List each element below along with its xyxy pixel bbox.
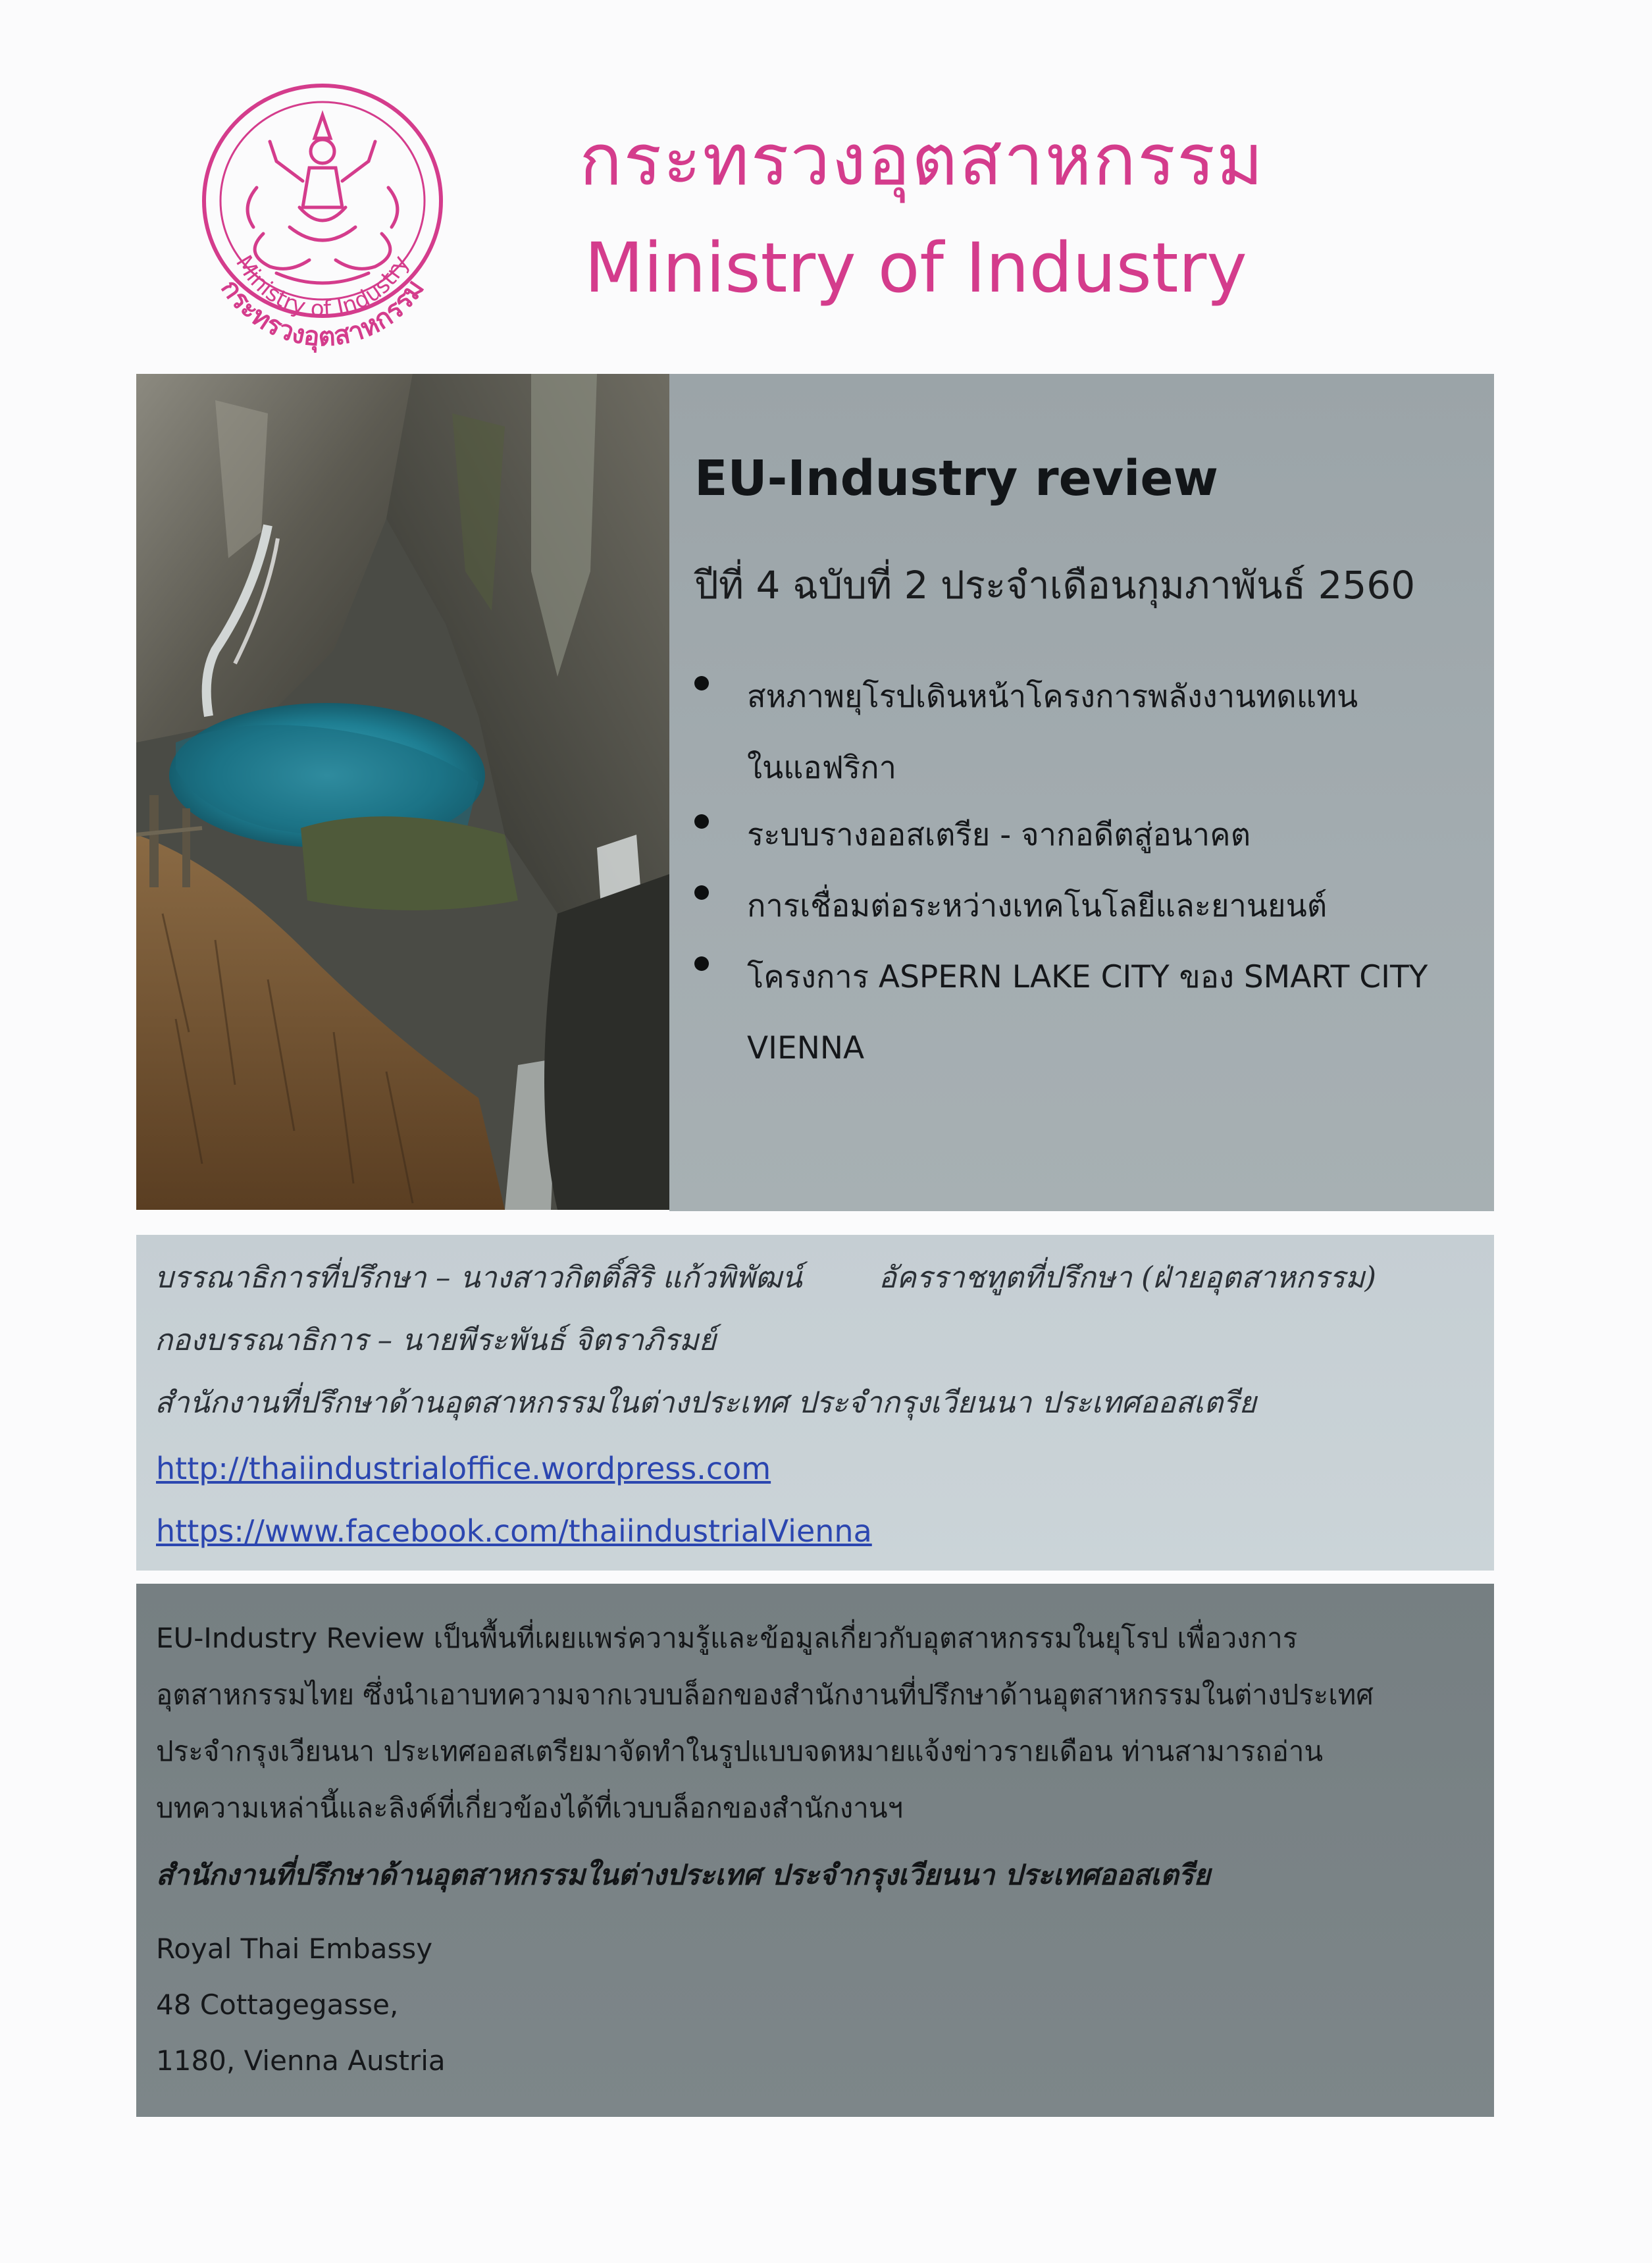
list-item xyxy=(694,942,1478,1084)
bullet-icon xyxy=(694,885,709,900)
editorial-editor: กองบรรณาธิการ – นายพีระพันธ์ จิตราภิรมย์ xyxy=(155,1322,716,1357)
about-line: อุตสาหกรรมไทย ซึ่งนำเอาบทความจากเวบบล็อกของสำนักงานที่ปรึกษาด้านอุตสาหกรรมในต่างประเทศ xyxy=(156,1678,1374,1711)
seal-text-en: Ministry of Industry xyxy=(230,251,415,323)
address-line: Royal Thai Embassy xyxy=(156,1933,433,1965)
issue-number-date: ปีที่ 4 ฉบับที่ 2 ประจำเดือนกุมภาพันธ์ 2560 xyxy=(694,563,1416,608)
waterfall-photo-graphic xyxy=(136,374,669,1210)
about-line: EU-Industry Review เป็นพื้นที่เผยแพร่ความรู้และข้อมูลเกี่ยวกับอุตสาหกรรมในยุโรป เพื่อวงการ xyxy=(156,1622,1298,1654)
blog-link[interactable]: http://thaiindustrialoffice.wordpress.com xyxy=(156,1451,771,1486)
address-line: 48 Cottagegasse, xyxy=(156,1989,399,2021)
office-name: สำนักงานที่ปรึกษาด้านอุตสาหกรรมในต่างประเทศ ประจำกรุงเวียนนา ประเทศออสเตรีย xyxy=(156,1859,1210,1892)
editorial-advisor-role: อัครราชทูตที่ปรึกษา (ฝ่ายอุตสาหกรรม) xyxy=(879,1260,1377,1295)
about-paragraph xyxy=(156,1610,1374,1836)
bullet-text: โครงการ ASPERN LAKE CITY ของ SMART CITY VIENNA xyxy=(747,959,1428,1066)
bullet-icon xyxy=(694,814,709,829)
ministry-name-english: Ministry of Industry xyxy=(584,228,1247,308)
list-item xyxy=(694,662,1478,804)
list-item xyxy=(694,871,1478,942)
ministry-seal-graphic xyxy=(178,76,467,365)
address-line: 1180, Vienna Austria xyxy=(156,2044,446,2077)
list-item xyxy=(694,800,1478,871)
editorial-advisor: บรรณาธิการที่ปรึกษา – นางสาวกิตติ์สิริ แก้วพิพัฒน์ xyxy=(155,1260,802,1295)
about-line: บทความเหล่านี้และลิงค์ที่เกี่ยวข้องได้ที่เวบบล็อกของสำนักงานฯ xyxy=(156,1792,904,1824)
about-line: ประจำกรุงเวียนนา ประเทศออสเตรียมาจัดทำในรูปแบบจดหมายแจ้งข่าวรายเดือน ท่านสามารถอ่าน xyxy=(156,1735,1324,1767)
editorial-office: สำนักงานที่ปรึกษาด้านอุตสาหกรรมในต่างประเทศ ประจำกรุงเวียนนา ประเทศออสเตรีย xyxy=(155,1385,1256,1420)
bullet-text: สหภาพยุโรปเดินหน้าโครงการพลังงานทดแทน ในแอฟริกา xyxy=(747,679,1358,786)
bullet-text: ระบบรางออสเตรีย - จากอดีตสู่อนาคต xyxy=(747,817,1251,853)
bullet-icon xyxy=(694,956,709,971)
seal-text-th: กระทรวงอุตสาหกรรม xyxy=(215,274,430,353)
bullet-icon xyxy=(694,676,709,690)
newsletter-title: EU-Industry review xyxy=(694,450,1218,507)
ministry-seal-logo xyxy=(178,76,467,365)
bullet-text: การเชื่อมต่อระหว่างเทคโนโลยีและยานยนต์ xyxy=(747,888,1328,924)
waterfall-gorge-photo xyxy=(136,374,669,1210)
facebook-link[interactable]: https://www.facebook.com/thaiindustrialVienna xyxy=(156,1513,872,1549)
ministry-name-thai: กระทรวงอุตสาหกรรม xyxy=(579,119,1265,201)
